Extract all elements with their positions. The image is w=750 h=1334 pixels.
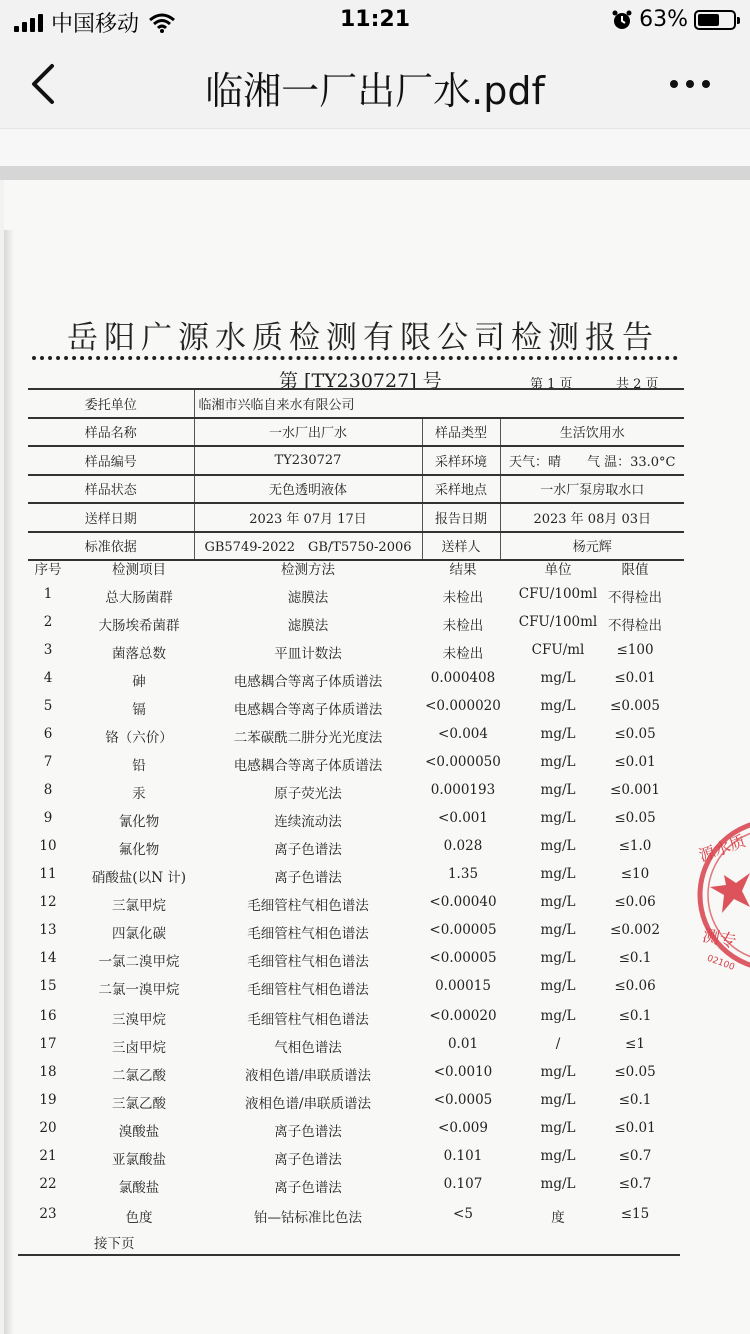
info-value: 一水厂泵房取水口 [500,475,684,504]
cell-unit: / [555,1036,561,1052]
cell-limit: ≤0.7 [618,1148,652,1164]
cell-item: 色度 [125,1210,153,1226]
cell-limit: ≤0.1 [618,1008,652,1024]
cell-result: <0.00040 [429,894,497,910]
cell-unit: mg/L [540,1092,576,1108]
cell-unit: mg/L [540,670,576,686]
table-row [28,1064,684,1086]
info-value: 一水厂出厂水 [194,418,422,447]
info-label: 送样人 [422,532,500,561]
header-result: 结果 [449,562,477,578]
cell-result: 1.35 [447,866,479,882]
info-value: TY230727 [194,446,422,475]
carrier-label: 中国移动 [51,12,140,37]
pdf-page[interactable] [4,180,750,1334]
cell-item: 氰化物 [118,814,160,830]
more-options-button[interactable] [670,70,720,98]
cell-limit: ≤0.001 [610,782,660,798]
cell-unit: mg/L [540,838,576,854]
cell-no: 2 [43,614,53,630]
cell-unit: mg/L [540,1064,576,1080]
cell-result: <0.00005 [429,950,497,966]
cell-result: 未检出 [442,590,484,606]
cell-method: 液相色谱/串联质谱法 [244,1068,372,1084]
info-value: 2023 年 07月 17日 [194,503,422,532]
cell-limit: ≤0.1 [618,1092,652,1108]
cell-limit: ≤0.01 [614,670,656,686]
cell-item: 四氯化碳 [112,926,166,942]
cell-item: 溴酸盐 [118,1124,160,1140]
page-shadow [4,230,14,1334]
table-row [28,894,684,916]
header-item: 检测项目 [112,562,166,578]
table-row [28,922,684,944]
cell-unit: mg/L [540,922,576,938]
report-title: 岳阳广源水质检测有限公司检测报告 [67,320,659,356]
battery-fill [698,14,719,26]
cell-method: 液相色谱/串联质谱法 [244,1096,372,1112]
cell-no: 14 [39,950,57,966]
cell-method: 原子荧光法 [274,786,342,802]
cell-result: 未检出 [442,646,484,662]
info-row [28,389,684,418]
cell-unit: mg/L [540,978,576,994]
cell-unit: mg/L [540,950,576,966]
cell-no: 11 [39,866,57,882]
cell-method: 离子色谱法 [274,870,342,886]
cell-no: 8 [43,782,53,798]
cell-method: 离子色谱法 [274,842,342,858]
table-row [28,978,684,1000]
status-bar [0,0,750,40]
cell-unit: mg/L [540,698,576,714]
table-row [28,698,684,720]
cell-unit: mg/L [540,1120,576,1136]
info-label: 采样环境 [422,446,500,475]
cell-item: 菌落总数 [112,646,166,662]
cell-item: 三氯甲烷 [112,898,166,914]
nav-bar [0,40,750,128]
info-value: GB5749-2022 GB/T5750-2006 [194,532,422,561]
cell-result: <0.009 [438,1120,488,1136]
table-row [28,642,684,664]
cell-item: 一氯二溴甲烷 [98,954,180,970]
cell-unit: CFU/100ml [518,586,598,602]
table-row [28,950,684,972]
cell-limit: ≤0.7 [618,1176,652,1192]
info-value: 生活饮用水 [500,418,684,447]
cell-item: 三氯乙酸 [112,1096,166,1112]
cell-item: 大肠埃希菌群 [98,618,180,634]
battery-icon [694,10,736,30]
table-row [28,670,684,692]
info-value: 杨元辉 [500,532,684,561]
cell-result: 0.028 [443,838,483,854]
page-divider [0,166,750,180]
cell-unit: mg/L [540,1148,576,1164]
status-right [611,7,736,32]
sample-info-table [28,388,684,561]
cell-no: 5 [43,698,53,714]
cell-result: <0.000050 [425,754,501,770]
cell-no: 4 [43,670,53,686]
header-method: 检测方法 [281,562,335,578]
more-dot-icon [670,80,678,88]
cell-item: 亚氯酸盐 [112,1152,166,1168]
table-row [28,782,684,804]
cell-limit: 不得检出 [608,618,662,634]
cell-unit: mg/L [540,894,576,910]
cell-limit: ≤0.06 [614,894,656,910]
cell-unit: mg/L [540,1008,576,1024]
info-label: 委托单位 [28,389,194,418]
info-label: 样品编号 [28,446,194,475]
cell-result: 0.101 [443,1148,483,1164]
cell-method: 滤膜法 [287,590,329,606]
table-row [28,1120,684,1142]
more-dot-icon [686,80,694,88]
cell-limit: ≤10 [620,866,650,882]
cell-no: 23 [39,1206,57,1222]
cell-item: 总大肠菌群 [105,590,173,606]
cell-limit: ≤0.01 [614,1120,656,1136]
info-label: 标准依据 [28,532,194,561]
report-number: 第 [TY230727] 号 [279,370,442,392]
info-value: 天气：晴 气 温：33.0°C [500,446,684,475]
table-row [28,586,684,608]
cell-no: 13 [39,922,57,938]
cell-method: 毛细管柱气相色谱法 [247,898,369,914]
cell-result: 未检出 [442,618,484,634]
info-row [28,475,684,504]
cell-method: 铂—钴标准比色法 [254,1210,362,1226]
cell-method: 二苯碳酰二肼分光光度法 [233,730,383,746]
cell-limit: ≤0.05 [614,810,656,826]
cell-item: 三溴甲烷 [112,1012,166,1028]
cell-no: 20 [39,1120,57,1136]
info-value: 无色透明液体 [194,475,422,504]
cell-method: 离子色谱法 [274,1180,342,1196]
cell-result: <0.00020 [429,1008,497,1024]
cell-result: <0.000020 [425,698,501,714]
table-row [28,866,684,888]
cell-result: <0.0010 [433,1064,493,1080]
cell-item: 硝酸盐(以N 计) [91,870,187,886]
page-number: 第 1 页 [530,377,573,392]
cell-result: 0.107 [443,1176,483,1192]
cell-no: 22 [39,1176,57,1192]
info-row [28,446,684,475]
cell-unit: CFU/100ml [518,614,598,630]
info-value: 2023 年 08月 03日 [500,503,684,532]
toolbar-strip [0,128,750,166]
header-no: 序号 [34,562,62,578]
cell-item: 汞 [132,786,146,802]
results-header-row [28,558,684,580]
cell-unit: mg/L [540,782,576,798]
cell-method: 电感耦合等离子体质谱法 [233,674,383,690]
cell-method: 平皿计数法 [274,646,342,662]
bottom-rule [18,1254,680,1256]
info-row [28,532,684,561]
table-row [28,1206,684,1228]
cell-item: 二氯一溴甲烷 [98,982,180,998]
cell-method: 滤膜法 [287,618,329,634]
table-row [28,754,684,776]
info-value: 临湘市兴临自来水有限公司 [194,389,684,418]
cell-no: 1 [43,586,53,602]
cell-limit: ≤0.06 [614,978,656,994]
table-row [28,726,684,748]
cell-no: 10 [39,838,57,854]
cell-item: 三卤甲烷 [112,1040,166,1056]
info-label: 送样日期 [28,503,194,532]
cell-item: 铬（六价） [105,730,173,746]
cell-result: <0.004 [438,726,488,742]
cell-no: 12 [39,894,57,910]
cell-no: 19 [39,1092,57,1108]
cell-unit: mg/L [540,810,576,826]
cell-item: 镉 [132,702,146,718]
table-row [28,614,684,636]
cell-limit: ≤1.0 [618,838,652,854]
info-label: 样品名称 [28,418,194,447]
battery-percent: 63% [639,7,688,32]
cell-result: 0.00015 [435,978,491,994]
cell-method: 毛细管柱气相色谱法 [247,954,369,970]
cell-item: 氯酸盐 [118,1180,160,1196]
cell-limit: ≤1 [625,1036,645,1052]
cell-method: 毛细管柱气相色谱法 [247,1012,369,1028]
cell-method: 离子色谱法 [274,1124,342,1140]
table-row [28,810,684,832]
table-row [28,1036,684,1058]
cell-result: 0.000408 [430,670,496,686]
info-label: 样品类型 [422,418,500,447]
cell-method: 毛细管柱气相色谱法 [247,926,369,942]
table-row [28,1008,684,1030]
cell-result: <0.001 [438,810,488,826]
cell-unit: 度 [551,1210,565,1226]
cell-limit: ≤0.05 [614,726,656,742]
svg-text:测专: 测专 [700,925,739,953]
cell-no: 9 [43,810,53,826]
alarm-icon [611,9,633,31]
header-unit: 单位 [544,562,572,578]
svg-text:源水质: 源水质 [696,831,749,866]
cell-unit: mg/L [540,754,576,770]
table-row [28,838,684,860]
info-label: 采样地点 [422,475,500,504]
cell-result: <5 [453,1206,473,1222]
continued-next-page: 接下页 [94,1236,135,1252]
cell-no: 6 [43,726,53,742]
cell-result: <0.0005 [433,1092,493,1108]
cell-no: 7 [43,754,53,770]
clock: 11:21 [339,7,411,32]
more-dot-icon [702,80,710,88]
cell-item: 砷 [132,674,146,690]
cell-no: 18 [39,1064,57,1080]
cell-item: 二氯乙酸 [112,1068,166,1084]
cell-result: 0.01 [447,1036,479,1052]
cell-item: 氟化物 [118,842,160,858]
cell-method: 连续流动法 [274,814,342,830]
cell-no: 3 [43,642,53,658]
red-seal-stamp [694,815,750,975]
cell-no: 21 [39,1148,57,1164]
cell-method: 电感耦合等离子体质谱法 [233,758,383,774]
cell-method: 离子色谱法 [274,1152,342,1168]
cell-unit: CFU/ml [531,642,585,658]
info-row [28,503,684,532]
cell-method: 毛细管柱气相色谱法 [247,982,369,998]
info-row [28,418,684,447]
cell-no: 17 [39,1036,57,1052]
cell-unit: mg/L [540,866,576,882]
page-total: 共 2 页 [616,377,659,392]
document-title: 临湘一厂出厂水.pdf [205,69,545,113]
cell-no: 16 [39,1008,57,1024]
cell-method: 电感耦合等离子体质谱法 [233,702,383,718]
cell-method: 气相色谱法 [274,1040,342,1056]
cell-unit: mg/L [540,1176,576,1192]
cell-result: 0.000193 [430,782,496,798]
table-row [28,1148,684,1170]
cell-limit: ≤100 [616,642,654,658]
cell-limit: ≤0.005 [610,698,660,714]
info-label: 样品状态 [28,475,194,504]
title-dotted-rule [32,356,678,360]
header-limit: 限值 [621,562,649,578]
cell-unit: mg/L [540,726,576,742]
cell-item: 铅 [132,758,146,774]
cell-limit: ≤0.05 [614,1064,656,1080]
table-row [28,1092,684,1114]
table-row [28,1176,684,1198]
cell-no: 15 [39,978,57,994]
cell-limit: ≤0.1 [618,950,652,966]
info-label: 报告日期 [422,503,500,532]
svg-text:02100: 02100 [705,953,736,973]
cell-limit: ≤0.002 [610,922,660,938]
cell-result: <0.00005 [429,922,497,938]
cell-limit: ≤15 [620,1206,650,1222]
cell-limit: ≤0.01 [614,754,656,770]
cell-limit: 不得检出 [608,590,662,606]
